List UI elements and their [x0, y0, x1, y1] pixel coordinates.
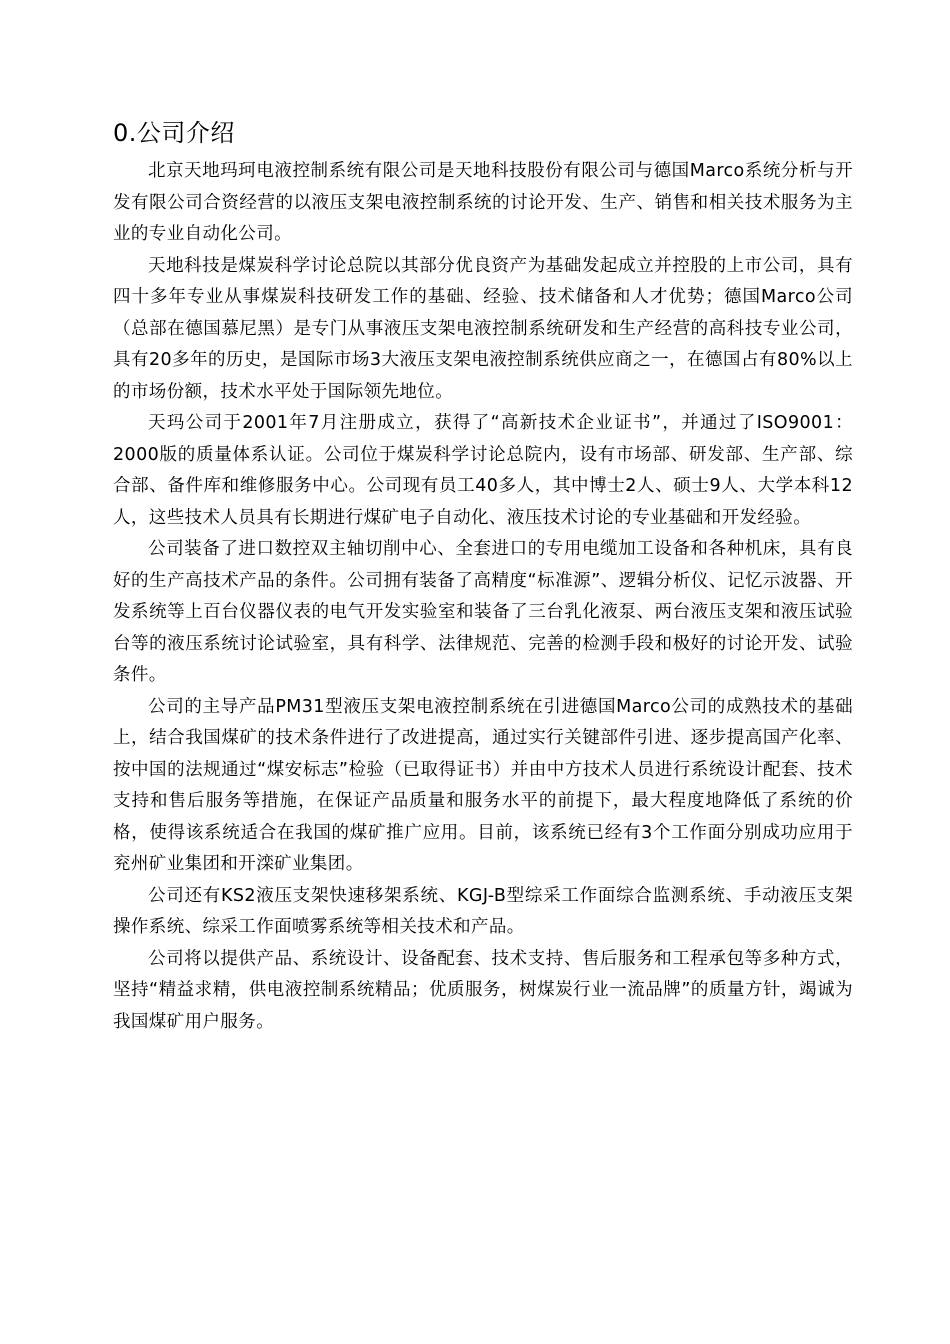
- paragraph-company-overview: 北京天地玛珂电液控制系统有限公司是天地科技股份有限公司与德国Marco系统分析与开发有限公司合资经营的以液压支架电液控制系统的讨论开发、生产、销售和相关技术服务为主业的专业自动化公司。: [113, 161, 853, 244]
- document-body: [113, 116, 853, 1038]
- paragraph-main-product: 公司的主导产品PM31型液压支架电液控制系统在引进德国Marco公司的成熟技术的基础上，结合我国煤矿的技术条件进行了改进提高，通过实行关键部件引进、逐步提高国产化率、按中国的法规通过“煤安标志”检验（已取得证书）并由中方技术人员进行系统设计配套、技术支持和售后服务等措施，在保证产品质量和服务水平的前提下，最大程度地降低了系统的价格，使得该系统适合在我国的煤矿推广应用。目前，该系统已经有3个工作面分别成功应用于兖州矿业集团和开滦矿业集团。: [113, 696, 853, 874]
- paragraph-quality-policy: 公司将以提供产品、系统设计、设备配套、技术支持、售后服务和工程承包等多种方式，坚持“精益求精，供电液控制系统精品；优质服务，树煤炭行业一流品牌”的质量方针，竭诚为我国煤矿用户服务。: [113, 948, 853, 1032]
- paragraph-other-products: 公司还有KS2液压支架快速移架系统、KGJ-B型综采工作面综合监测系统、手动液压支架操作系统、综采工作面喷雾系统等相关技术和产品。: [113, 885, 853, 937]
- paragraph-registration: 天玛公司于2001年7月注册成立，获得了“高新技术企业证书”，并通过了ISO9001：2000版的质量体系认证。公司位于煤炭科学讨论总院内，设有市场部、研发部、生产部、综合部、备件库和维修服务中心。公司现有员工40多人，其中博士2人、硕士9人、大学本科12人，这些技术人员具有长期进行煤矿电子自动化、液压技术讨论的专业基础和开发经验。: [113, 413, 853, 528]
- paragraph-shareholders: 天地科技是煤炭科学讨论总院以其部分优良资产为基础发起成立并控股的上市公司，具有四十多年专业从事煤炭科技研发工作的基础、经验、技术储备和人才优势；德国Marco公司（总部在德国慕尼黑）是专门从事液压支架电液控制系统研发和生产经营的高科技专业公司，具有20多年的历史，是国际市场3大液压支架电液控制系统供应商之一，在德国占有80%以上的市场份额，技术水平处于国际领先地位。: [113, 255, 853, 402]
- paragraph-equipment: 公司装备了进口数控双主轴切削中心、全套进口的专用电缆加工设备和各种机床，具有良好的生产高技术产品的条件。公司拥有装备了高精度“标准源”、逻辑分析仪、记忆示波器、开发系统等上百台仪器仪表的电气开发实验室和装备了三台乳化液泵、两台液压支架和液压试验台等的液压系统讨论试验室，具有科学、法律规范、完善的检测手段和极好的讨论开发、试验条件。: [113, 539, 853, 685]
- section-heading: 0.公司介绍: [113, 119, 235, 147]
